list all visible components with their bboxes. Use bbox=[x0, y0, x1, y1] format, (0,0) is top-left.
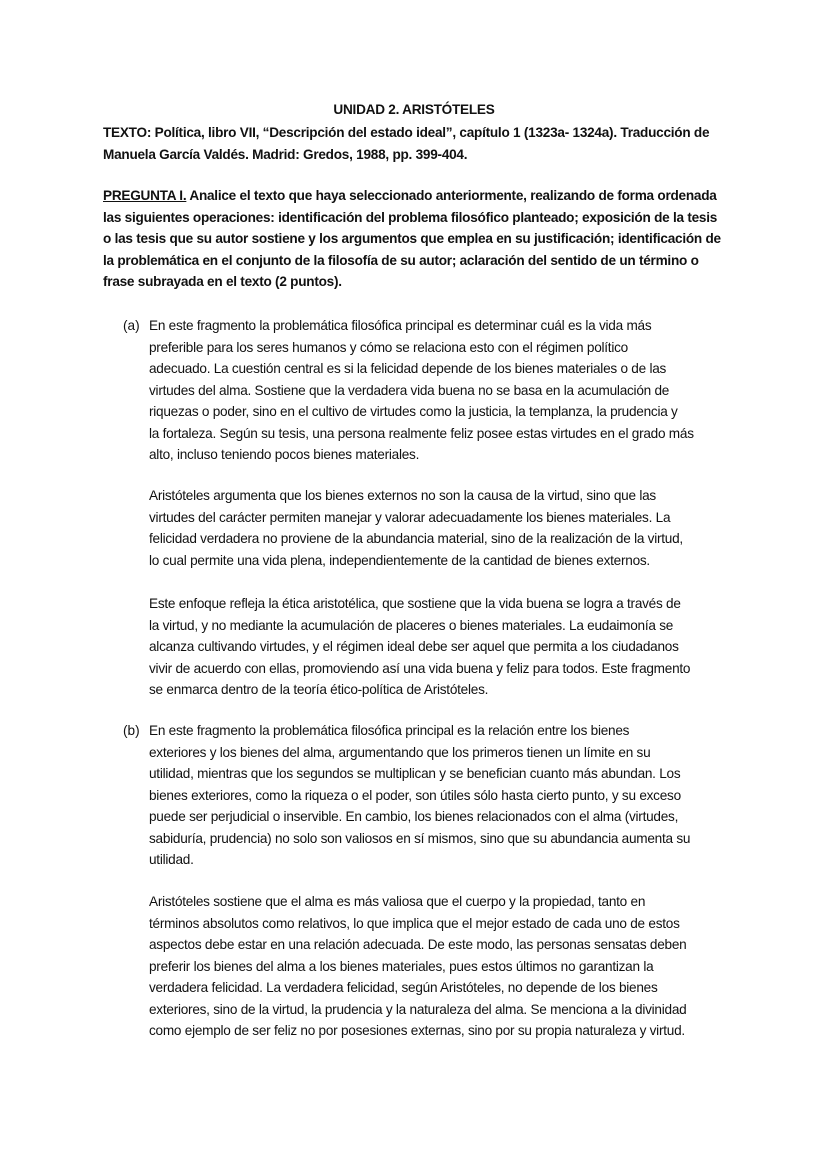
answer-paragraph bbox=[149, 593, 690, 701]
paragraph-line: bienes exteriores, como la riqueza o el poder, son útiles sólo hasta cierto punto, y su exceso bbox=[149, 787, 681, 803]
answer-paragraph bbox=[149, 891, 686, 1042]
question-label: PREGUNTA I. bbox=[103, 188, 187, 203]
paragraph-line: la fortaleza. Según su tesis, una persona realmente feliz posee estas virtudes en el grado más bbox=[149, 425, 694, 441]
paragraph-line: verdadera felicidad. La verdadera felicidad, según Aristóteles, no depende de los bienes bbox=[149, 980, 658, 995]
text-reference bbox=[103, 122, 709, 165]
paragraph-line: preferible para los seres humanos y cómo se relaciona esto con el régimen político bbox=[149, 339, 628, 355]
paragraph-line: alcanza cultivando virtudes, y el régimen ideal debe ser aquel que permita a los ciudadanos bbox=[149, 639, 679, 654]
paragraph-line: como ejemplo de ser feliz no por posesiones externas, sino por su propia naturaleza y virtud. bbox=[149, 1023, 685, 1038]
paragraph-line: Aristóteles sostiene que el alma es más valiosa que el cuerpo y la propiedad, tanto en bbox=[149, 894, 646, 909]
answer-label: (b) bbox=[123, 723, 140, 738]
paragraph-line: virtudes del alma. Sostiene que la verdadera vida buena no se basa en la acumulación de bbox=[149, 382, 670, 398]
paragraph-line: la virtud, y no mediante la acumulación de placeres o bienes materiales. La eudaimonía se bbox=[149, 617, 674, 633]
paragraph-line: puede ser perjudicial o inservible. En cambio, los bienes relacionados con el alma (virtudes, bbox=[149, 809, 679, 824]
paragraph-line: sabiduría, prudencia) no solo son valiosos en sí mismos, sino que su abundancia aumenta su bbox=[149, 830, 691, 846]
paragraph-line: alto, incluso teniendo pocos bienes materiales. bbox=[149, 447, 420, 462]
text-reference-line: Manuela García Valdés. Madrid: Gredos, 1988, pp. 399-404. bbox=[103, 146, 468, 162]
question-line: la problemática en el conjunto de la filosofía de su autor; aclaración del sentido de un término o bbox=[103, 252, 699, 268]
paragraph-line: preferir los bienes del alma a los bienes materiales, pues estos últimos no garantizan la bbox=[149, 958, 654, 974]
question-line: frase subrayada en el texto (2 puntos). bbox=[103, 274, 342, 289]
question-line: Analice el texto que haya seleccionado anteriormente, realizando de forma ordenada bbox=[186, 188, 717, 203]
document-title: UNIDAD 2. ARISTÓTELES bbox=[333, 102, 495, 117]
paragraph-line: adecuado. La cuestión central es si la felicidad depende de los bienes materiales o de las bbox=[149, 361, 667, 376]
question-block bbox=[103, 185, 721, 293]
paragraph-line: aspectos debe estar en una relación adecuada. De este modo, las personas sensatas deben bbox=[149, 937, 687, 952]
paragraph-line: Este enfoque refleja la ética aristotélica, que sostiene que la vida buena se logra a través de bbox=[149, 596, 681, 611]
paragraph-line: En este fragmento la problemática filosófica principal es determinar cuál es la vida más bbox=[149, 318, 652, 333]
answer-paragraph bbox=[149, 720, 690, 871]
paragraph-line: Aristóteles argumenta que los bienes externos no son la causa de la virtud, sino que las bbox=[149, 488, 656, 503]
answer-label: (a) bbox=[123, 318, 140, 333]
paragraph-line: exteriores y los bienes del alma, argumentando que los primeros tienen un límite en su bbox=[149, 744, 651, 760]
paragraph-line: vivir de acuerdo con ellas, promoviendo así una vida buena y feliz para todos. Este fragmento bbox=[149, 660, 691, 676]
answer-paragraph bbox=[149, 485, 683, 571]
text-reference-line: TEXTO: Política, libro VII, “Descripción del estado ideal”, capítulo 1 (1323a- 1324a). Traducción de bbox=[103, 125, 710, 140]
answer-paragraph bbox=[149, 315, 694, 466]
question-line: las siguientes operaciones: identificación del problema filosófico planteado; exposición de la tesis bbox=[103, 209, 718, 225]
paragraph-line: utilidad. bbox=[149, 852, 194, 867]
paragraph-line: exteriores, sino de la virtud, la prudencia y la naturaleza del alma. Se menciona a la divinidad bbox=[149, 1001, 687, 1017]
paragraph-line: virtudes del carácter permiten manejar y valorar adecuadamente los bienes materiales. La bbox=[149, 509, 671, 525]
paragraph-line: felicidad verdadera no proviene de la abundancia material, sino de la realización de la virtud, bbox=[149, 531, 683, 546]
paragraph-line: lo cual permite una vida plena, independientemente de la cantidad de bienes externos. bbox=[149, 552, 650, 568]
paragraph-line: riquezas o poder, sino en el cultivo de virtudes como la justicia, la templanza, la prudencia y bbox=[149, 404, 678, 419]
paragraph-line: se enmarca dentro de la teoría ético-política de Aristóteles. bbox=[149, 682, 489, 697]
paragraph-line: En este fragmento la problemática filosófica principal es la relación entre los bienes bbox=[149, 723, 630, 738]
paragraph-line: utilidad, mientras que los segundos se multiplican y se benefician cuanto más abundan. Los bbox=[149, 766, 681, 781]
paragraph-line: términos absolutos como relativos, lo que implica que el mejor estado de cada uno de estos bbox=[149, 915, 680, 931]
question-line: o las tesis que su autor sostiene y los argumentos que emplea en su justificación; identificación de bbox=[103, 231, 721, 246]
